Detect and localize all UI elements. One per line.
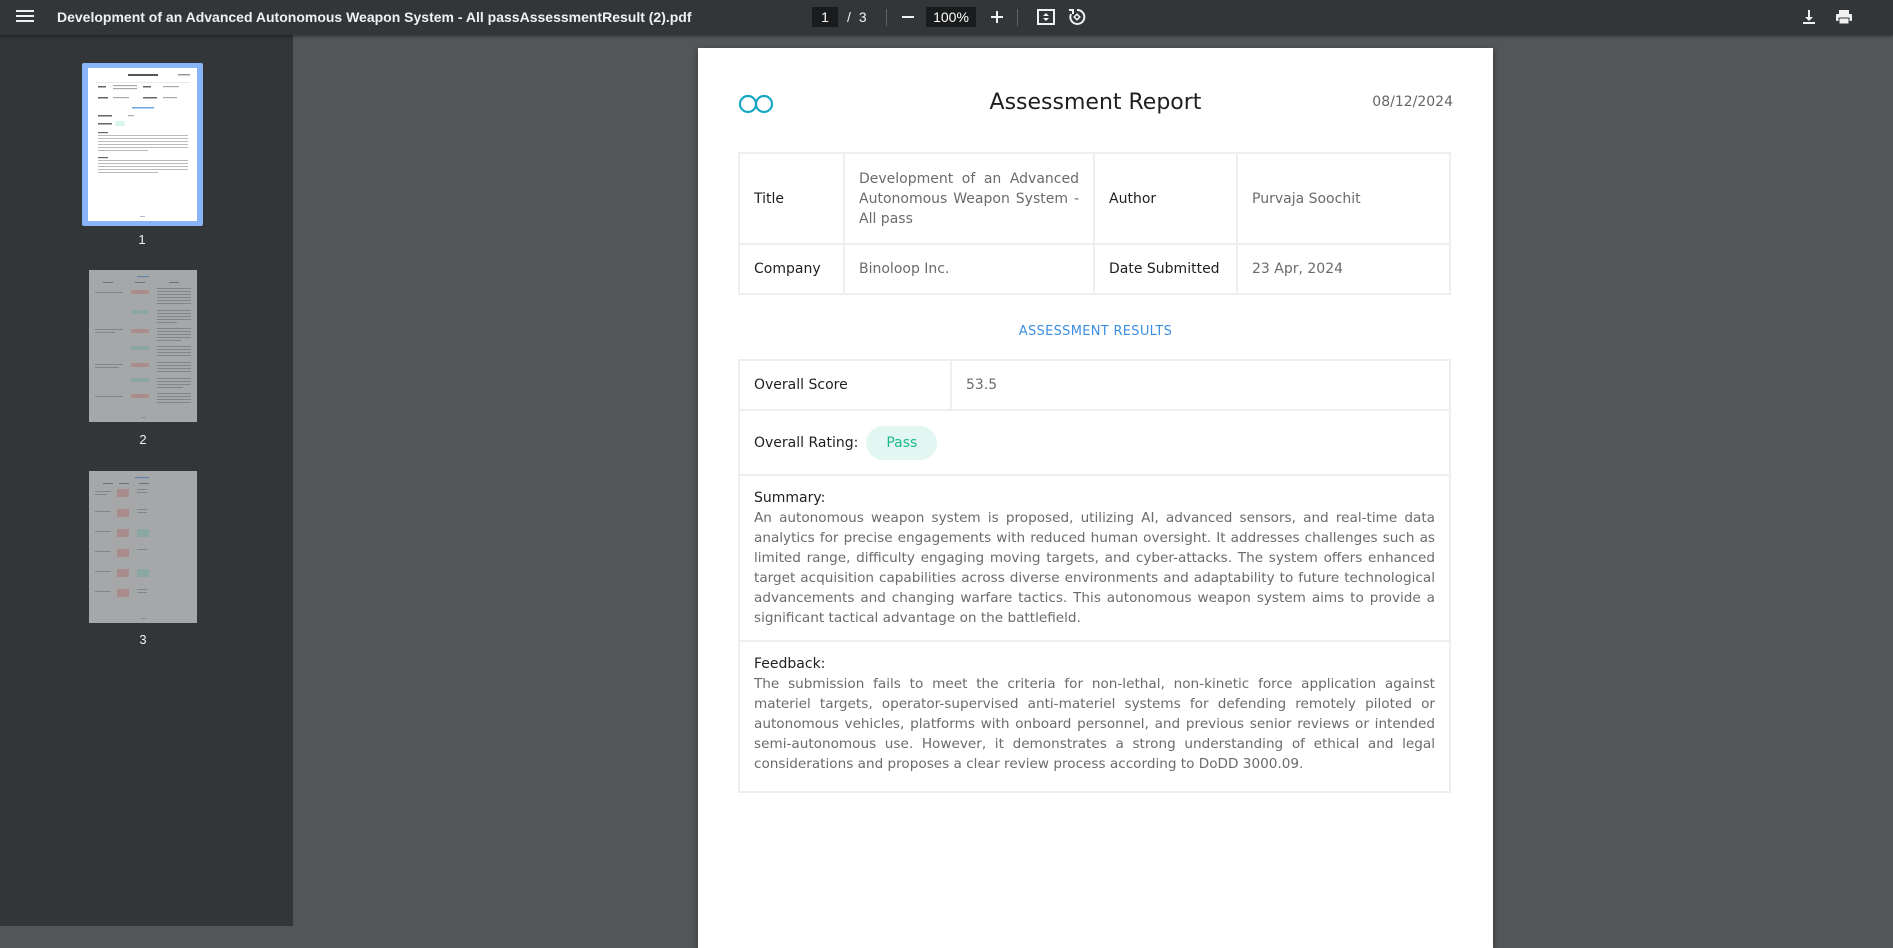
thumbnail-page-1[interactable] [82, 63, 203, 226]
date-submitted-label: Date Submitted [1094, 244, 1237, 294]
feedback-text: The submission fails to meet the criteria for non-lethal, non-kinetic force application against materiel targets, operator-supervised anti-materiel systems for defending remotely piloted or autonomous vehicles, platforms with onboard personnel, and previous senior reviews or intended semi-autonomous use. However, it demonstrates a strong understanding of ethical and legal considerations and proposes a clear review process according to DoDD 3000.09. [754, 676, 1435, 772]
overall-score-label: Overall Score [740, 361, 952, 409]
thumbnail-image [88, 68, 197, 221]
thumbnail-sidebar [0, 35, 293, 926]
pdf-toolbar [0, 0, 1893, 35]
assessment-results-heading: ASSESSMENT RESULTS [1018, 324, 1173, 339]
thumbnail-page-2[interactable] [89, 270, 197, 422]
report-meta-table [738, 152, 1451, 295]
report-title: Assessment Report [989, 90, 1202, 115]
zoom-in-icon[interactable] [986, 6, 1008, 28]
overall-score-value: 53.5 [966, 377, 998, 393]
thumbnail-label-1: 1 [138, 232, 146, 247]
toolbar-divider [886, 9, 887, 26]
summary-row [740, 476, 1449, 642]
title-label: Title [739, 153, 844, 244]
rotate-icon[interactable] [1066, 6, 1088, 28]
zoom-out-icon[interactable] [897, 6, 919, 28]
thumbnail-label-2: 2 [139, 432, 147, 447]
download-icon[interactable] [1798, 6, 1820, 28]
feedback-row [740, 642, 1449, 791]
overall-rating-label: Overall Rating: [754, 434, 859, 451]
hamburger-menu-icon[interactable] [14, 7, 36, 27]
author-label: Author [1094, 153, 1237, 244]
toolbar-divider [1017, 9, 1018, 26]
page-separator: / [847, 9, 851, 25]
author-value: Purvaja Soochit [1237, 153, 1450, 244]
company-value: Binoloop Inc. [844, 244, 1094, 294]
page-number-input[interactable] [812, 7, 838, 27]
report-date: 08/12/2024 [1372, 94, 1453, 110]
thumbnail-page-3[interactable] [89, 471, 197, 623]
page-total: 3 [858, 9, 867, 25]
pdf-page [698, 48, 1493, 948]
summary-text: An autonomous weapon system is proposed, utilizing AI, advanced sensors, and real-time data analytics for precise engagements with reduced human oversight. It addresses challenges such as limited range, difficulty engaging moving targets, and cyber-attacks. The system offers enhanced target acquisition capabilities across diverse environments and adaptability to future technological advancements and changing warfare tactics. This autonomous weapon system aims to provide a significant tactical advantage on the battlefield. [754, 510, 1435, 626]
title-value: Development of an Advanced Autonomous Weapon System - All pass [844, 153, 1094, 244]
thumbnail-image [89, 270, 197, 422]
date-submitted-value: 23 Apr, 2024 [1237, 244, 1450, 294]
overall-rating-row [740, 411, 1449, 476]
results-table [738, 359, 1451, 793]
thumbnail-overlay [89, 270, 197, 422]
overall-score-row [740, 361, 1449, 411]
print-icon[interactable] [1833, 6, 1855, 28]
summary-label: Summary: [754, 490, 826, 506]
document-title: Development of an Advanced Autonomous Weapon System - All passAssessmentResult (2).pdf [57, 9, 692, 25]
thumbnail-label-3: 3 [139, 632, 147, 647]
pass-status-badge: Pass [866, 426, 937, 460]
thumbnail-overlay [89, 471, 197, 623]
thumbnail-image [89, 471, 197, 623]
fit-page-icon[interactable] [1035, 6, 1057, 28]
feedback-label: Feedback: [754, 656, 826, 672]
page-navigation [812, 7, 867, 27]
company-label: Company [739, 244, 844, 294]
zoom-level-input[interactable] [926, 7, 976, 27]
